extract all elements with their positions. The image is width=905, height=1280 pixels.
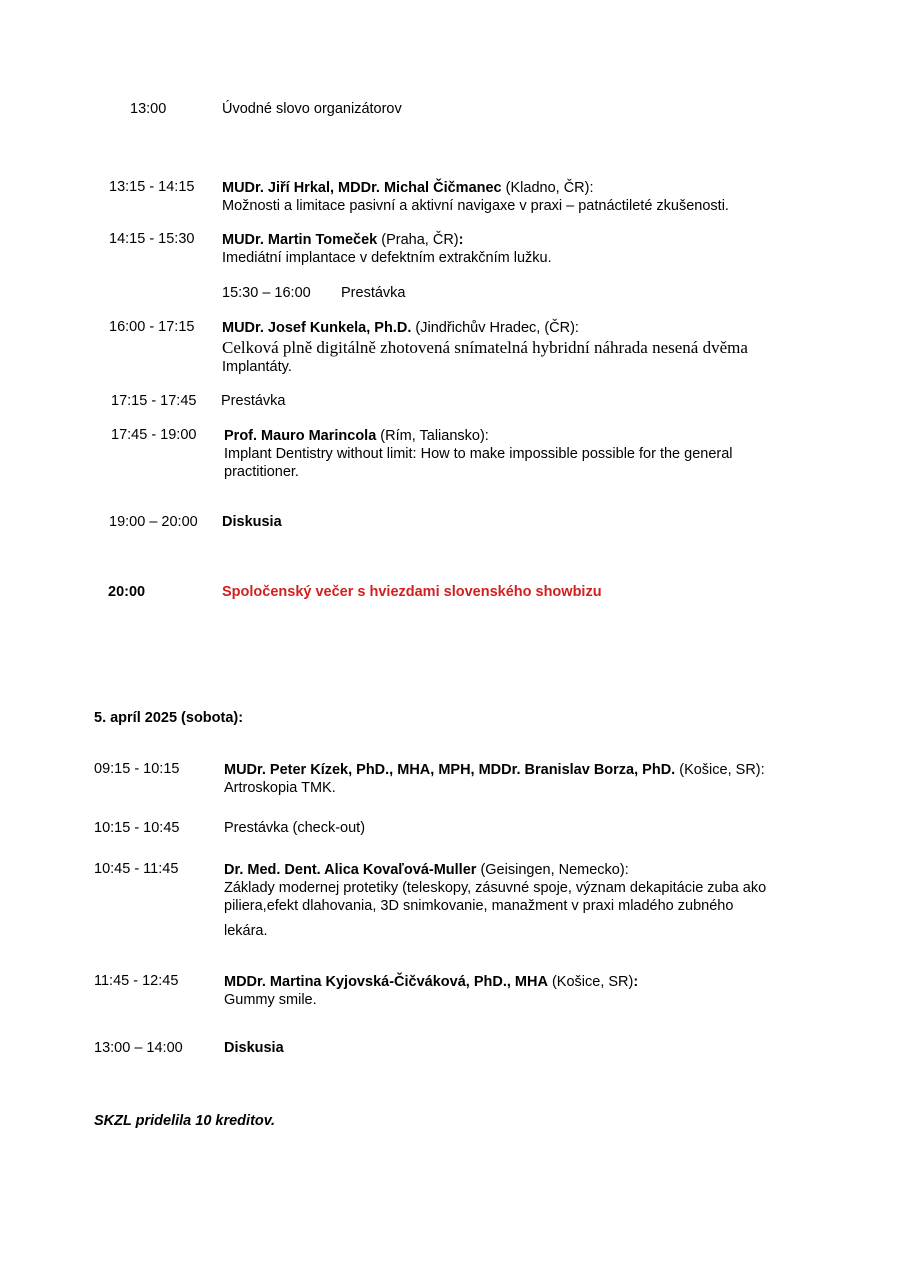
day2-talk2-place: (Geisingen, Nemecko): — [476, 862, 629, 878]
day2-talk1-place: (Košice, SR): — [675, 762, 765, 778]
talk3-speakers: MUDr. Josef Kunkela, Ph.D. — [222, 320, 412, 336]
talk4-entry — [224, 427, 733, 481]
talk4-time: 17:45 - 19:00 — [111, 427, 197, 443]
talk2-speakers: MUDr. Martin Tomeček — [222, 232, 378, 248]
talk4-place: (Rím, Taliansko): — [376, 428, 489, 444]
credits-note: SKZL pridelila 10 kreditov. — [94, 1113, 276, 1129]
talk1-place: (Kladno, ČR): — [501, 180, 594, 196]
talk1-entry — [222, 179, 729, 215]
day2-talk2-title-line3: lekára. — [224, 923, 268, 939]
day2-talk2-title-line2: piliera,efekt dlahovania, 3D snimkovanie, manažment v praxi mladého zubného — [224, 898, 734, 914]
talk3-entry — [222, 319, 748, 376]
day2-talk1-time: 09:15 - 10:15 — [94, 761, 180, 777]
day2-talk3-colon: : — [633, 974, 639, 990]
break1-text: Prestávka — [341, 285, 406, 301]
opening-text: Úvodné slovo organizátorov — [222, 101, 402, 117]
talk2-colon: : — [458, 232, 464, 248]
day2-break1-text: Prestávka (check-out) — [224, 820, 366, 836]
break2-time: 17:15 - 17:45 — [111, 393, 197, 409]
talk3-place: (Jindřichův Hradec, (ČR): — [411, 320, 579, 336]
day2-talk2-entry — [224, 861, 766, 940]
discussion1-time: 19:00 – 20:00 — [109, 514, 198, 530]
day2-break1-time: 10:15 - 10:45 — [94, 820, 180, 836]
talk2-title: Imediátní implantace v defektním extrakčním lužku. — [222, 250, 552, 266]
day2-discussion-time: 13:00 – 14:00 — [94, 1040, 183, 1056]
day2-talk2-speakers: Dr. Med. Dent. Alica Kovaľová-Muller — [224, 862, 477, 878]
day2-talk3-title: Gummy smile. — [224, 992, 317, 1008]
talk4-speakers: Prof. Mauro Marincola — [224, 428, 377, 444]
break2-text: Prestávka — [221, 393, 286, 409]
day2-talk1-speakers: MUDr. Peter Kízek, PhD., MHA, MPH, MDDr. Branislav Borza, PhD. — [224, 762, 676, 778]
talk4-title-line1: Implant Dentistry without limit: How to make impossible possible for the general — [224, 446, 733, 462]
day2-talk3-speakers: MDDr. Martina Kyjovská-Čičváková, PhD., MHA — [224, 974, 548, 990]
day2-talk3-entry — [224, 973, 638, 1009]
day2-talk2-time: 10:45 - 11:45 — [94, 861, 179, 877]
break1-time: 15:30 – 16:00 — [222, 285, 311, 301]
talk3-time: 16:00 - 17:15 — [109, 319, 195, 335]
talk2-time: 14:15 - 15:30 — [109, 231, 195, 247]
day2-talk2-title-line1: Základy modernej protetiky (teleskopy, zásuvné spoje, význam dekapitácie zuba ako — [224, 880, 767, 896]
discussion1-text: Diskusia — [222, 514, 282, 530]
talk4-title-line2: practitioner. — [224, 464, 299, 480]
talk1-time: 13:15 - 14:15 — [109, 179, 195, 195]
day2-talk1-title: Artroskopia TMK. — [224, 780, 336, 796]
day2-discussion-text: Diskusia — [224, 1040, 284, 1056]
talk2-entry — [222, 231, 552, 267]
evening-text: Spoločenský večer s hviezdami slovenského showbizu — [222, 584, 602, 600]
talk3-title-line2: Implantáty. — [222, 359, 292, 375]
talk1-title: Možnosti a limitace pasivní a aktivní navigaxe v praxi – patnáctileté zkušenosti. — [222, 198, 729, 214]
day2-talk1-entry — [224, 761, 765, 797]
day2-talk3-time: 11:45 - 12:45 — [94, 973, 179, 989]
opening-time: 13:00 — [130, 101, 167, 117]
day2-talk3-place: (Košice, SR) — [547, 974, 634, 990]
talk2-place: (Praha, ČR) — [377, 232, 459, 248]
talk3-title-line1: Celková plně digitálně zhotovená snímatelná hybridní náhrada nesená dvěma — [222, 338, 748, 357]
day2-heading: 5. apríl 2025 (sobota): — [94, 710, 244, 726]
talk1-speakers: MUDr. Jiří Hrkal, MDDr. Michal Čičmanec — [222, 180, 502, 196]
evening-time: 20:00 — [108, 584, 146, 600]
